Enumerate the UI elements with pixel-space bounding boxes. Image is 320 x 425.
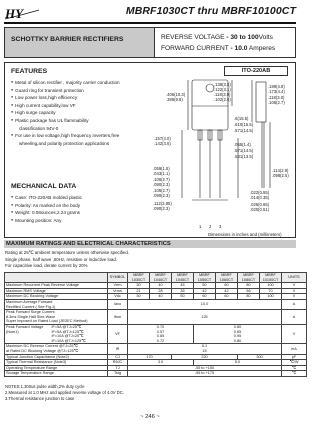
- param-cell: [5, 371, 108, 377]
- dim-label: .112(2.85): [153, 201, 172, 206]
- dim-label: .6(15.5): [234, 116, 249, 121]
- param-text: Operating Temperature Range: [6, 365, 58, 370]
- table-row: [5, 310, 307, 325]
- param-text: Peak Forward Voltage (Note1): [6, 324, 44, 334]
- value-cell: 50: [194, 283, 216, 289]
- param-text: Maximum Average Forward: [6, 299, 53, 304]
- condition-text: IF=5A @TJ=125℃: [51, 329, 84, 334]
- value-cell: 28: [150, 288, 172, 294]
- dim-label: .118(3.0): [268, 95, 285, 100]
- dim-label: .406(10.3): [166, 92, 186, 97]
- symbol-cell: Iavo: [108, 299, 128, 309]
- symbol-cell: RθJC: [108, 360, 128, 366]
- feature-item: ● Metal of silicon rectifier , majority carrier conduction: [11, 79, 156, 87]
- param-text: at Rated DC Blocking Voltage @TJ=125℃: [6, 348, 78, 353]
- dim-label: .157(4.0): [154, 136, 171, 141]
- features-heading: FEATURES: [11, 68, 48, 75]
- param-text: Maximum DC Blocking Voltage: [6, 294, 59, 299]
- part-range-title: MBRF1030CT thru MBRF10100CT: [125, 5, 296, 17]
- symbol-cell: IR: [108, 344, 128, 354]
- value-cell: -55 to +150: [128, 365, 282, 371]
- dim-label: .138(3.5): [214, 82, 231, 87]
- brand-logo: [4, 6, 40, 20]
- unit-cell: ℃: [282, 365, 307, 371]
- dim-label: .122(3.1): [214, 87, 231, 92]
- symbol-cell: Vdc: [108, 294, 128, 300]
- table-row: [5, 299, 307, 309]
- table-row: [5, 344, 307, 354]
- value-cell: -55 to +175: [128, 371, 282, 377]
- value-cell: 170: [128, 354, 172, 360]
- value-cell: 56: [238, 288, 260, 294]
- value-cell: [128, 324, 194, 343]
- symbol-cell: Tstg: [108, 371, 128, 377]
- feature-item: ● For use in low voltage,high frequency inverters,free: [11, 132, 156, 140]
- ratings-notes: [5, 250, 129, 270]
- rating-note: Single phase, half wave ,60Hz, resistive or inductive load.: [5, 256, 118, 262]
- header-part: MBRF 1040CT: [150, 273, 172, 283]
- symbol-cell: Ifsm: [108, 310, 128, 325]
- value-cell: 30: [128, 283, 150, 289]
- param-text: Rectified Current ( See Fig.1): [6, 304, 56, 309]
- value-line: 0.80: [233, 338, 242, 343]
- value-cell: 70: [260, 288, 282, 294]
- unit-cell: ℃/W: [282, 360, 307, 366]
- dim-label: .090(2.3): [153, 182, 170, 187]
- dim-label: .090(2.3): [153, 193, 170, 198]
- dim-label: .025(0.65): [250, 202, 270, 207]
- header-units: UNITS: [282, 273, 307, 283]
- mechanical-list: [11, 194, 156, 224]
- dim-label: .571(14.5): [234, 148, 254, 153]
- value-cell: 45: [172, 283, 194, 289]
- dim-label: .189(4.8): [268, 84, 285, 89]
- value-cell: 100: [260, 283, 282, 289]
- symbol-cell: Vrrm: [108, 283, 128, 289]
- package-name: ITO-220AB: [224, 66, 288, 76]
- value-cell: 42: [194, 288, 216, 294]
- condition-text: IF=10A @TJ=25℃: [51, 334, 84, 339]
- header-symbol: SYMBOL: [108, 273, 128, 283]
- dim-label: .106(2.7): [153, 188, 170, 193]
- dim-label: .020(0.51): [250, 207, 270, 212]
- value-line: 0.65: [233, 329, 242, 334]
- dim-label: .173(4.4): [268, 89, 285, 94]
- ratings-heading: MAXIMUM RATINGS AND ELECTRICAL CHARACTERISTICS: [4, 240, 296, 248]
- pin-1-label: 1: [199, 224, 202, 229]
- dim-label: .106(2.7): [153, 177, 170, 182]
- param-text: Maximum RMS Voltage: [6, 288, 46, 293]
- dim-label: .022(0.55): [250, 190, 270, 195]
- rating-note: Rating at 25℃ ambient temperature unless otherwise specified.: [5, 250, 130, 255]
- value-cell: [128, 344, 282, 354]
- unit-cell: pF: [282, 354, 307, 360]
- table-row: [5, 324, 307, 343]
- footnotes: [5, 384, 124, 403]
- unit-cell: V: [282, 294, 307, 300]
- ratings-table: [4, 272, 307, 377]
- value-cell: 40: [150, 283, 172, 289]
- dim-label: .118(3.0): [214, 92, 231, 97]
- header-part: MBRF 1045CT: [172, 273, 194, 283]
- value-line: 0.85: [156, 334, 165, 339]
- header-part: MBRF 1050CT: [194, 273, 216, 283]
- value-cell: 80: [238, 283, 260, 289]
- device-type: SCHOTTKY BARRIER RECTIFIERS: [5, 28, 155, 57]
- mechanical-item: ● Weight: 0.08ounces,2.24 grams: [11, 209, 156, 217]
- ratings-summary: [155, 28, 295, 57]
- dim-label: .043(1.1): [153, 171, 170, 176]
- value-cell: 5.0: [194, 360, 282, 366]
- feature-item: ● Guard ring for transient protection: [11, 87, 156, 95]
- value-line: 0.72: [156, 338, 165, 343]
- value-cell: 60: [216, 283, 238, 289]
- value-line: 0.57: [156, 329, 165, 334]
- symbol-cell: TJ: [108, 365, 128, 371]
- param-cell: [5, 299, 108, 309]
- value-line: 15: [202, 348, 207, 353]
- param-text: Maximum Recurrent Peak Reverse Voltage: [6, 283, 79, 288]
- dim-label: .610(15.5): [234, 122, 254, 127]
- footnote: 2.Measured at 1.0 MHz and applied reverse voltage of 4.0V DC.: [5, 390, 124, 396]
- param-text: 8.3ms Single Half Sine-Wave: [6, 314, 56, 319]
- dim-label: .055(1.4): [234, 142, 251, 147]
- dim-label: .142(3.6): [154, 141, 171, 146]
- header-part: MBRF 1080CT: [238, 273, 260, 283]
- value-cell: [194, 324, 282, 343]
- value-cell: 21: [128, 288, 150, 294]
- package-outline-drawing: [152, 78, 294, 232]
- param-text: Storage Temperature Range: [6, 371, 54, 376]
- value-line: 0.1: [201, 344, 208, 349]
- feature-item: ● Low power loss,high efficiency: [11, 94, 156, 102]
- symbol-cell: Vrms: [108, 288, 128, 294]
- footnote: NOTES:1.300us pulse width,2% duty cycle: [5, 384, 85, 389]
- header-part: MBRF 1030CT: [128, 273, 150, 283]
- value-cell: 125: [128, 310, 282, 325]
- value-cell: 42: [216, 288, 238, 294]
- brand-logo-text: HY: [5, 6, 24, 20]
- unit-cell: mA: [282, 344, 307, 354]
- param-cell: [5, 310, 108, 325]
- unit-cell: A: [282, 299, 307, 309]
- value-line: 0.95: [233, 334, 242, 339]
- value-cell: 220: [172, 354, 238, 360]
- value-cell: 10.0: [128, 299, 282, 309]
- features-list: [11, 79, 156, 147]
- value-cell: 100: [260, 294, 282, 300]
- symbol-cell: CJ: [108, 354, 128, 360]
- rating-note: For capacitive load, derate current by 20%: [5, 263, 88, 269]
- value-cell: 300: [238, 354, 282, 360]
- pin-3-label: 3: [219, 224, 222, 229]
- param-text: Maximum DC Reverse Current @TJ=25℃: [6, 344, 78, 349]
- header-part: MBRF 1060CT: [216, 273, 238, 283]
- feature-item: classification 94V-0: [19, 125, 59, 131]
- dim-label: .386(9.8): [166, 97, 183, 102]
- mechanical-item: ● Case: ITO-220AB molded plastic: [11, 194, 156, 202]
- pin-marks: [199, 224, 222, 229]
- value-cell: 60: [216, 294, 238, 300]
- feature-item: ● Plastic package has UL flammability: [11, 117, 156, 125]
- feature-item: ● High surge capacity: [11, 109, 156, 117]
- footnote: 3.Thermal resistance junction to case: [5, 396, 75, 402]
- feature-item: ● High current capability,low VF: [11, 102, 156, 110]
- param-cell: [5, 344, 108, 354]
- value-line: 0.80: [233, 324, 242, 329]
- param-text: Typical Thermal Resistance (Note3): [6, 360, 67, 365]
- dimension-labels: [153, 82, 289, 212]
- dim-label: .106(2.7): [268, 100, 285, 105]
- page-number: ~ 246 ~: [140, 414, 160, 420]
- param-text: Peak Forward Surge Current: [6, 310, 55, 315]
- dim-label: .098(2.5): [272, 173, 289, 178]
- dim-label: .090(2.3): [153, 206, 170, 211]
- value-cell: 3.0: [128, 360, 194, 366]
- value-cell: 40: [150, 294, 172, 300]
- param-cell: [5, 324, 108, 343]
- pin-2-label: 2: [209, 224, 212, 229]
- summary-box: [4, 27, 296, 58]
- voltage-summary: REVERSE VOLTAGE - 30 to 100Volts: [161, 34, 273, 41]
- unit-cell: A: [282, 310, 307, 325]
- param-text: Typical Junction Capacitance (Note2): [6, 354, 69, 359]
- value-cell: 60: [194, 294, 216, 300]
- dim-label: .059(1.5): [153, 166, 170, 171]
- dimension-note: Dimensions in inches and (millimeters): [208, 232, 282, 237]
- mechanical-item: ● Mounting position: Any: [11, 217, 156, 225]
- feature-item: wheeling,and polarity protection applications: [19, 140, 110, 146]
- mechanical-heading: MECHANICAL DATA: [11, 183, 77, 190]
- value-line: 0.70: [156, 324, 165, 329]
- unit-cell: V: [282, 324, 307, 343]
- dim-label: .571(14.5): [234, 128, 254, 133]
- condition-text: IF=10A @TJ=125℃: [51, 338, 86, 343]
- dim-label: .114(2.9): [272, 168, 289, 173]
- value-cell: 30: [128, 294, 150, 300]
- condition-text: IF=5A @TJ=25℃: [51, 324, 82, 329]
- unit-cell: V: [282, 288, 307, 294]
- current-summary: FORWARD CURRENT - 10.0 Amperes: [161, 45, 276, 52]
- table-header-row: [5, 273, 307, 283]
- unit-cell: ℃: [282, 371, 307, 377]
- dim-label: .531(13.5): [234, 154, 254, 159]
- table-row: [5, 371, 307, 377]
- value-cell: 80: [238, 294, 260, 300]
- header-rule: [4, 22, 296, 24]
- mechanical-item: ● Polarity: As marked on the body: [11, 202, 156, 210]
- header-blank-cell: [5, 273, 108, 283]
- unit-cell: V: [282, 283, 307, 289]
- value-cell: 35: [172, 288, 194, 294]
- symbol-cell: VF: [108, 324, 128, 343]
- header-part: MBRF 10100CT: [260, 273, 282, 283]
- value-cell: 50: [172, 294, 194, 300]
- dim-label: .014(0.35): [250, 195, 270, 200]
- param-text: Super Imposed on Rated Load (JEDEC Method): [6, 319, 88, 324]
- dim-label: .102(2.6): [214, 97, 231, 102]
